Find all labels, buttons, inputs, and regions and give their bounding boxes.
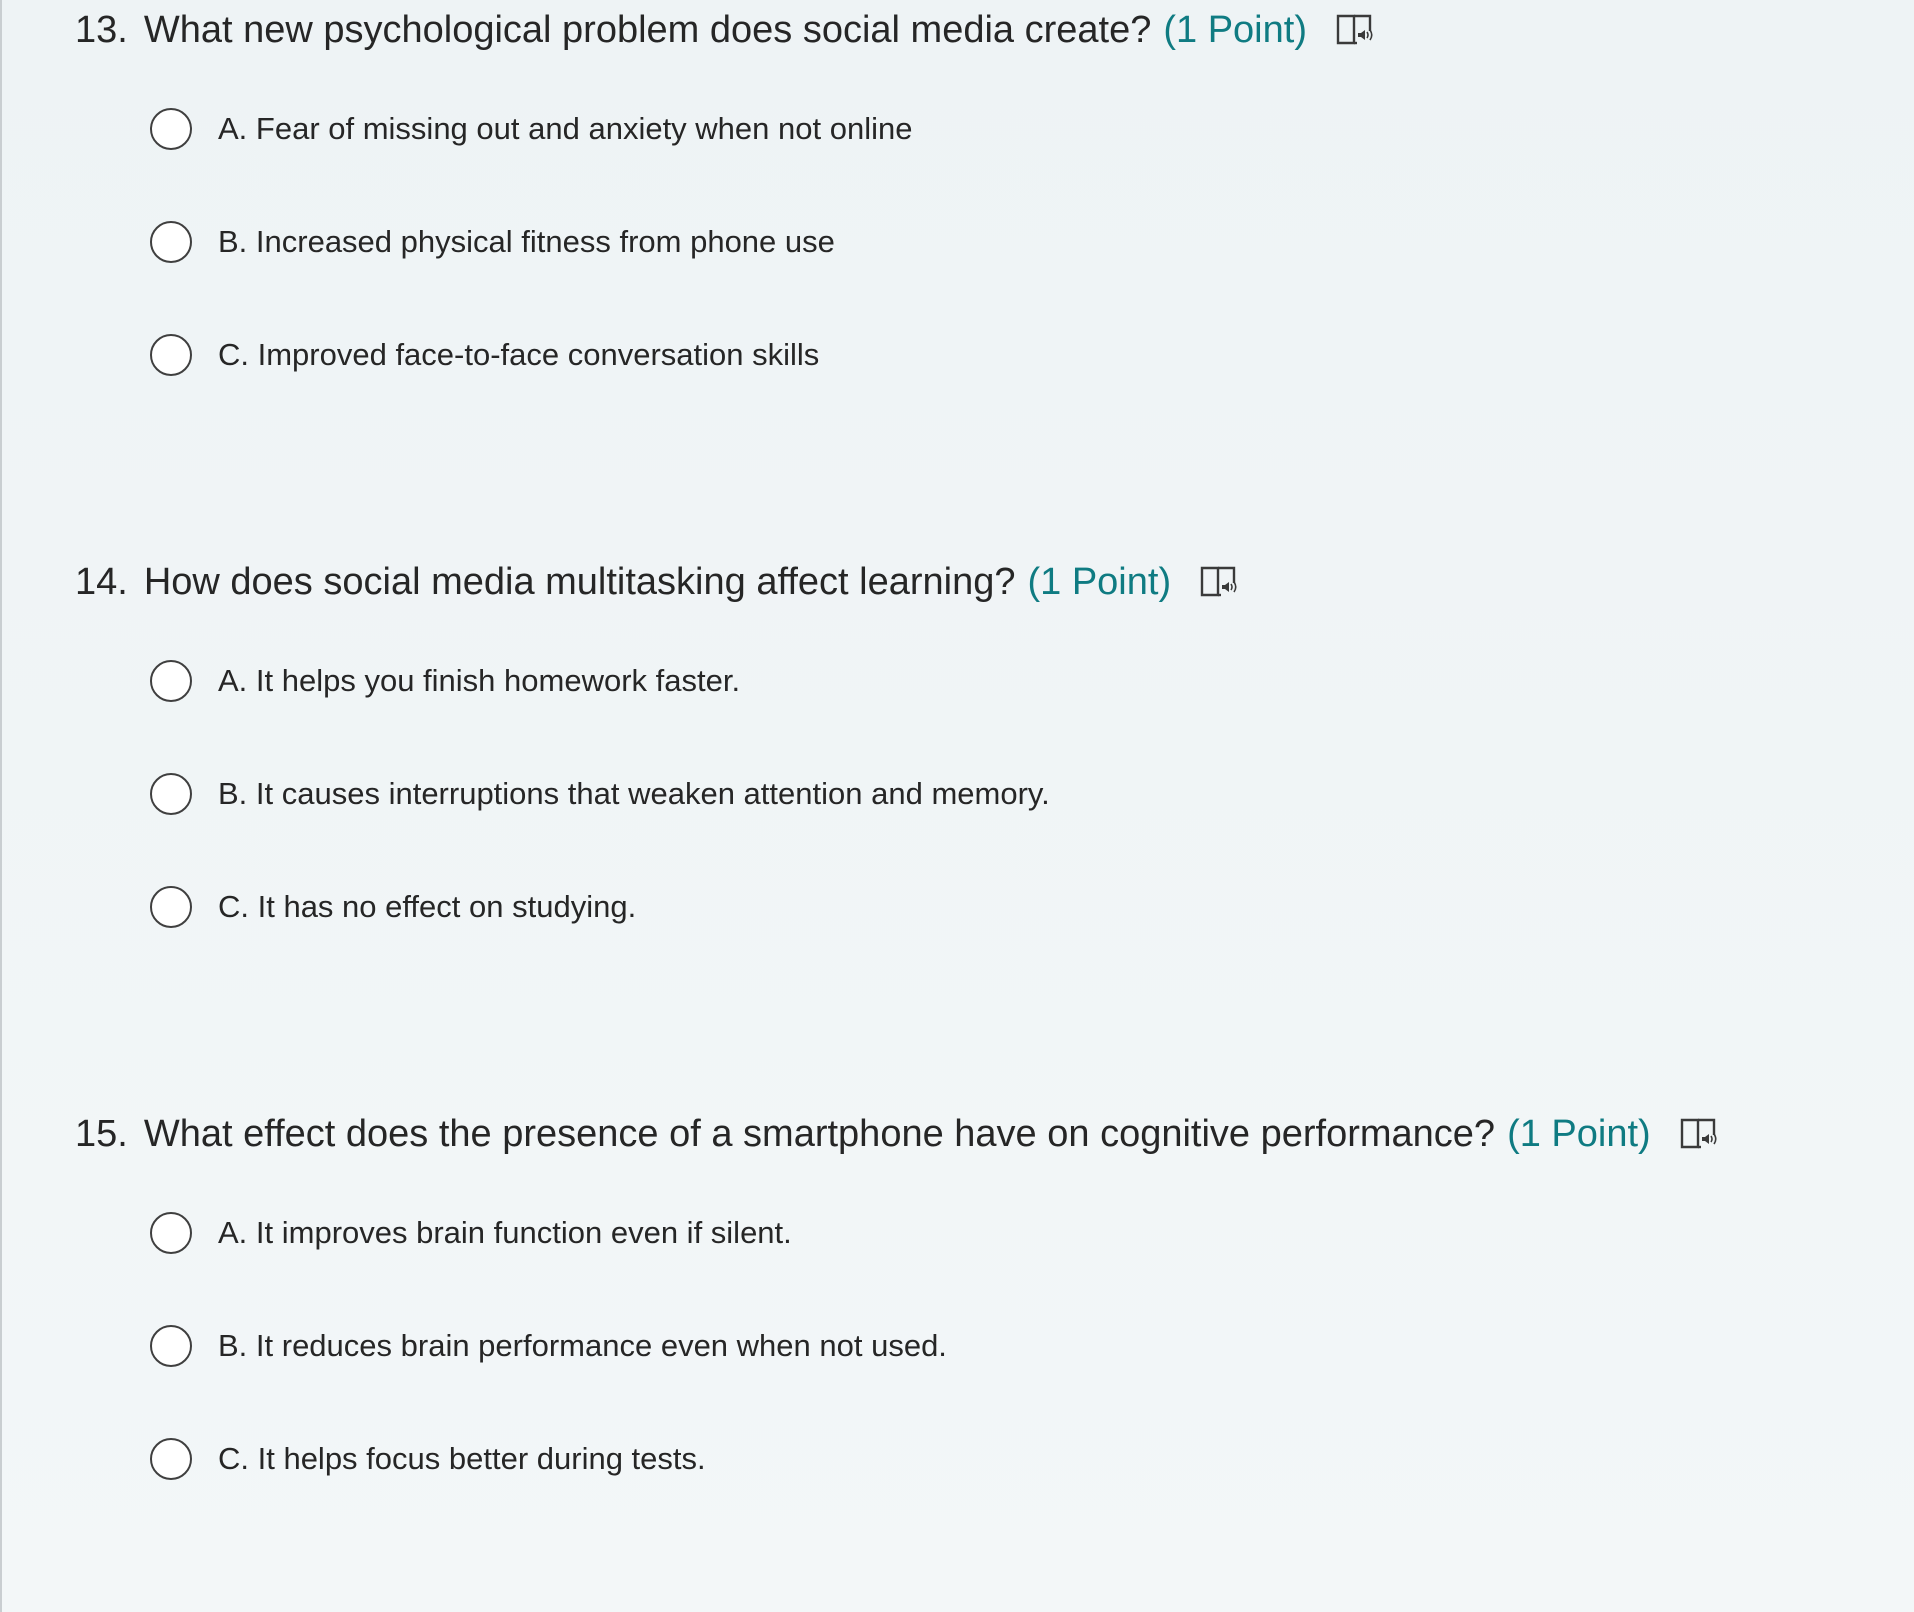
left-border	[0, 0, 2, 1612]
question-points: (1 Point)	[1163, 8, 1307, 51]
options-list	[75, 1176, 1875, 1515]
option-a[interactable]	[150, 624, 1875, 737]
options-list	[75, 72, 1875, 411]
immersive-reader-icon[interactable]	[1199, 565, 1239, 599]
option-label: B. Increased physical fitness from phone use	[218, 223, 835, 259]
radio-button[interactable]	[150, 1438, 192, 1480]
question-text: What new psychological problem does social media create?	[143, 8, 1152, 51]
question-number: 13.	[75, 8, 128, 51]
radio-button[interactable]	[150, 108, 192, 150]
option-label: B. It reduces brain performance even when not used.	[218, 1327, 947, 1363]
option-b[interactable]	[150, 1289, 1875, 1402]
option-c[interactable]	[150, 850, 1875, 963]
option-label: C. It helps focus better during tests.	[218, 1440, 706, 1476]
question-text: What effect does the presence of a smartphone have on cognitive performance?	[143, 1112, 1496, 1155]
option-label: C. It has no effect on studying.	[218, 888, 637, 924]
question-number: 15.	[75, 1112, 128, 1155]
option-c[interactable]	[150, 298, 1875, 411]
option-a[interactable]	[150, 1176, 1875, 1289]
option-label: A. Fear of missing out and anxiety when not online	[218, 110, 913, 146]
question-title	[75, 0, 1875, 60]
radio-button[interactable]	[150, 221, 192, 263]
option-label: C. Improved face-to-face conversation skills	[218, 336, 820, 372]
option-label: B. It causes interruptions that weaken attention and memory.	[218, 775, 1050, 811]
question-title	[75, 1104, 1875, 1164]
question-title	[75, 552, 1875, 612]
question-13	[75, 0, 1875, 411]
immersive-reader-icon[interactable]	[1679, 1117, 1719, 1151]
question-points: (1 Point)	[1027, 560, 1172, 603]
options-list	[75, 624, 1875, 963]
radio-button[interactable]	[150, 1325, 192, 1367]
radio-button[interactable]	[150, 773, 192, 815]
question-15	[75, 1104, 1875, 1515]
option-a[interactable]	[150, 72, 1875, 185]
radio-button[interactable]	[150, 660, 192, 702]
option-label: A. It helps you finish homework faster.	[218, 662, 741, 698]
radio-button[interactable]	[150, 886, 192, 928]
option-b[interactable]	[150, 185, 1875, 298]
radio-button[interactable]	[150, 1212, 192, 1254]
option-label: A. It improves brain function even if silent.	[218, 1214, 792, 1250]
radio-button[interactable]	[150, 334, 192, 376]
question-text: How does social media multitasking affect learning?	[143, 560, 1016, 603]
question-number: 14.	[75, 560, 128, 603]
question-14	[75, 552, 1875, 963]
option-b[interactable]	[150, 737, 1875, 850]
question-points: (1 Point)	[1507, 1112, 1651, 1155]
immersive-reader-icon[interactable]	[1335, 13, 1375, 47]
option-c[interactable]	[150, 1402, 1875, 1515]
